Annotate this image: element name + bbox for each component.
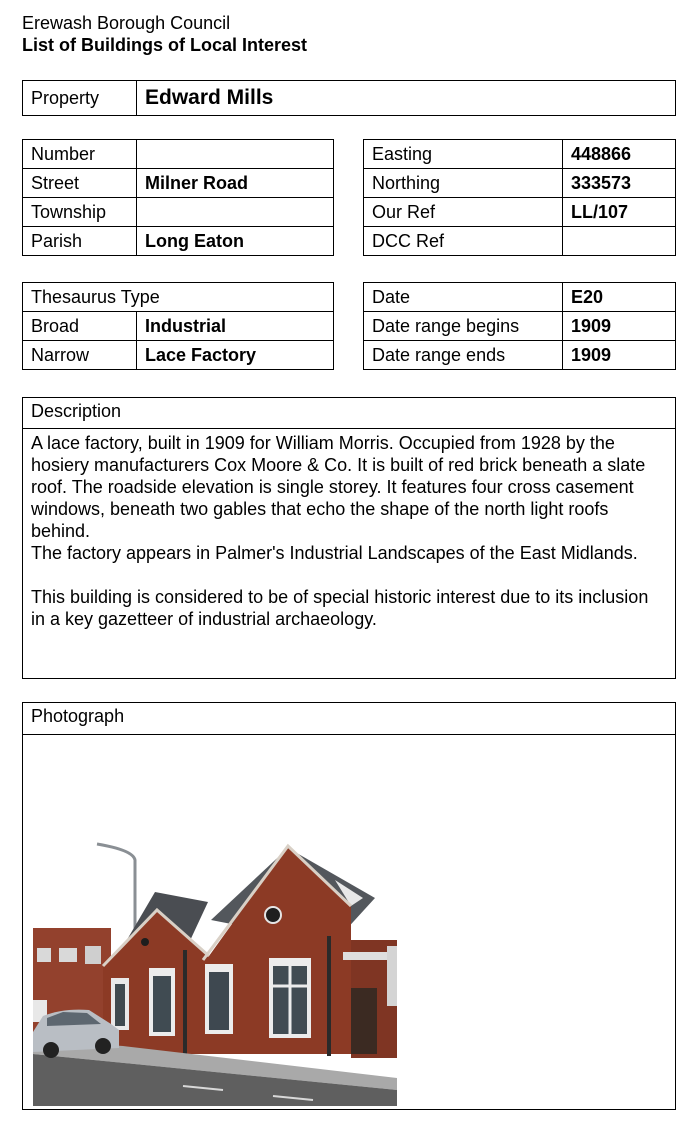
property-table <box>22 80 676 116</box>
date-begins-label: Date range begins <box>364 312 563 341</box>
parish-value: Long Eaton <box>137 227 334 256</box>
thesaurus-table <box>22 282 334 370</box>
easting-label: Easting <box>364 140 563 169</box>
property-row <box>23 81 676 116</box>
narrow-label: Narrow <box>23 341 137 370</box>
table-row <box>23 312 334 341</box>
description-box <box>22 397 676 679</box>
grid-reference-table <box>363 139 676 256</box>
date-table <box>363 282 676 370</box>
description-paragraph: This building is considered to be of special historic interest due to its inclusion in a key gazetteer of industrial archaeology. <box>31 587 649 629</box>
broad-label: Broad <box>23 312 137 341</box>
our-ref-value: LL/107 <box>563 198 676 227</box>
property-label: Property <box>23 81 137 116</box>
table-row <box>23 198 334 227</box>
dcc-ref-label: DCC Ref <box>364 227 563 256</box>
table-row <box>364 283 676 312</box>
factory-photo <box>33 840 397 1106</box>
narrow-value: Lace Factory <box>137 341 334 370</box>
date-value: E20 <box>563 283 676 312</box>
table-row <box>364 312 676 341</box>
table-row <box>23 140 334 169</box>
date-ends-value: 1909 <box>563 341 676 370</box>
photograph-label: Photograph <box>23 703 675 735</box>
document-title: List of Buildings of Local Interest <box>22 35 308 55</box>
date-ends-label: Date range ends <box>364 341 563 370</box>
table-row <box>364 341 676 370</box>
street-label: Street <box>23 169 137 198</box>
date-label: Date <box>364 283 563 312</box>
thesaurus-header: Thesaurus Type <box>23 283 334 312</box>
broad-value: Industrial <box>137 312 334 341</box>
table-row <box>364 198 676 227</box>
parish-label: Parish <box>23 227 137 256</box>
paragraph-gap <box>31 564 667 586</box>
property-value: Edward Mills <box>137 81 676 116</box>
table-row <box>23 227 334 256</box>
table-row <box>23 169 334 198</box>
photograph-box <box>22 702 676 1110</box>
table-row <box>364 140 676 169</box>
dcc-ref-value <box>563 227 676 256</box>
northing-value: 333573 <box>563 169 676 198</box>
description-paragraph: A lace factory, built in 1909 for William Morris. Occupied from 1928 by the hosiery manufacturers Cox Moore & Co. It is built of red brick beneath a slate roof. The roadside elevation is single storey. It features four cross casement windows, beneath two gables that echo the shape of the north light roofs behind. <box>31 433 646 541</box>
council-name: Erewash Borough Council <box>22 13 231 33</box>
date-begins-value: 1909 <box>563 312 676 341</box>
street-value: Milner Road <box>137 169 334 198</box>
description-paragraph: The factory appears in Palmer's Industrial Landscapes of the East Midlands. <box>31 543 638 563</box>
description-body <box>23 429 675 633</box>
township-value <box>137 198 334 227</box>
location-table <box>22 139 334 256</box>
table-header-row <box>23 283 334 312</box>
table-row <box>23 341 334 370</box>
number-label: Number <box>23 140 137 169</box>
table-row <box>364 169 676 198</box>
township-label: Township <box>23 198 137 227</box>
our-ref-label: Our Ref <box>364 198 563 227</box>
number-value <box>137 140 334 169</box>
table-row <box>364 227 676 256</box>
description-label: Description <box>23 398 675 429</box>
easting-value: 448866 <box>563 140 676 169</box>
northing-label: Northing <box>364 169 563 198</box>
